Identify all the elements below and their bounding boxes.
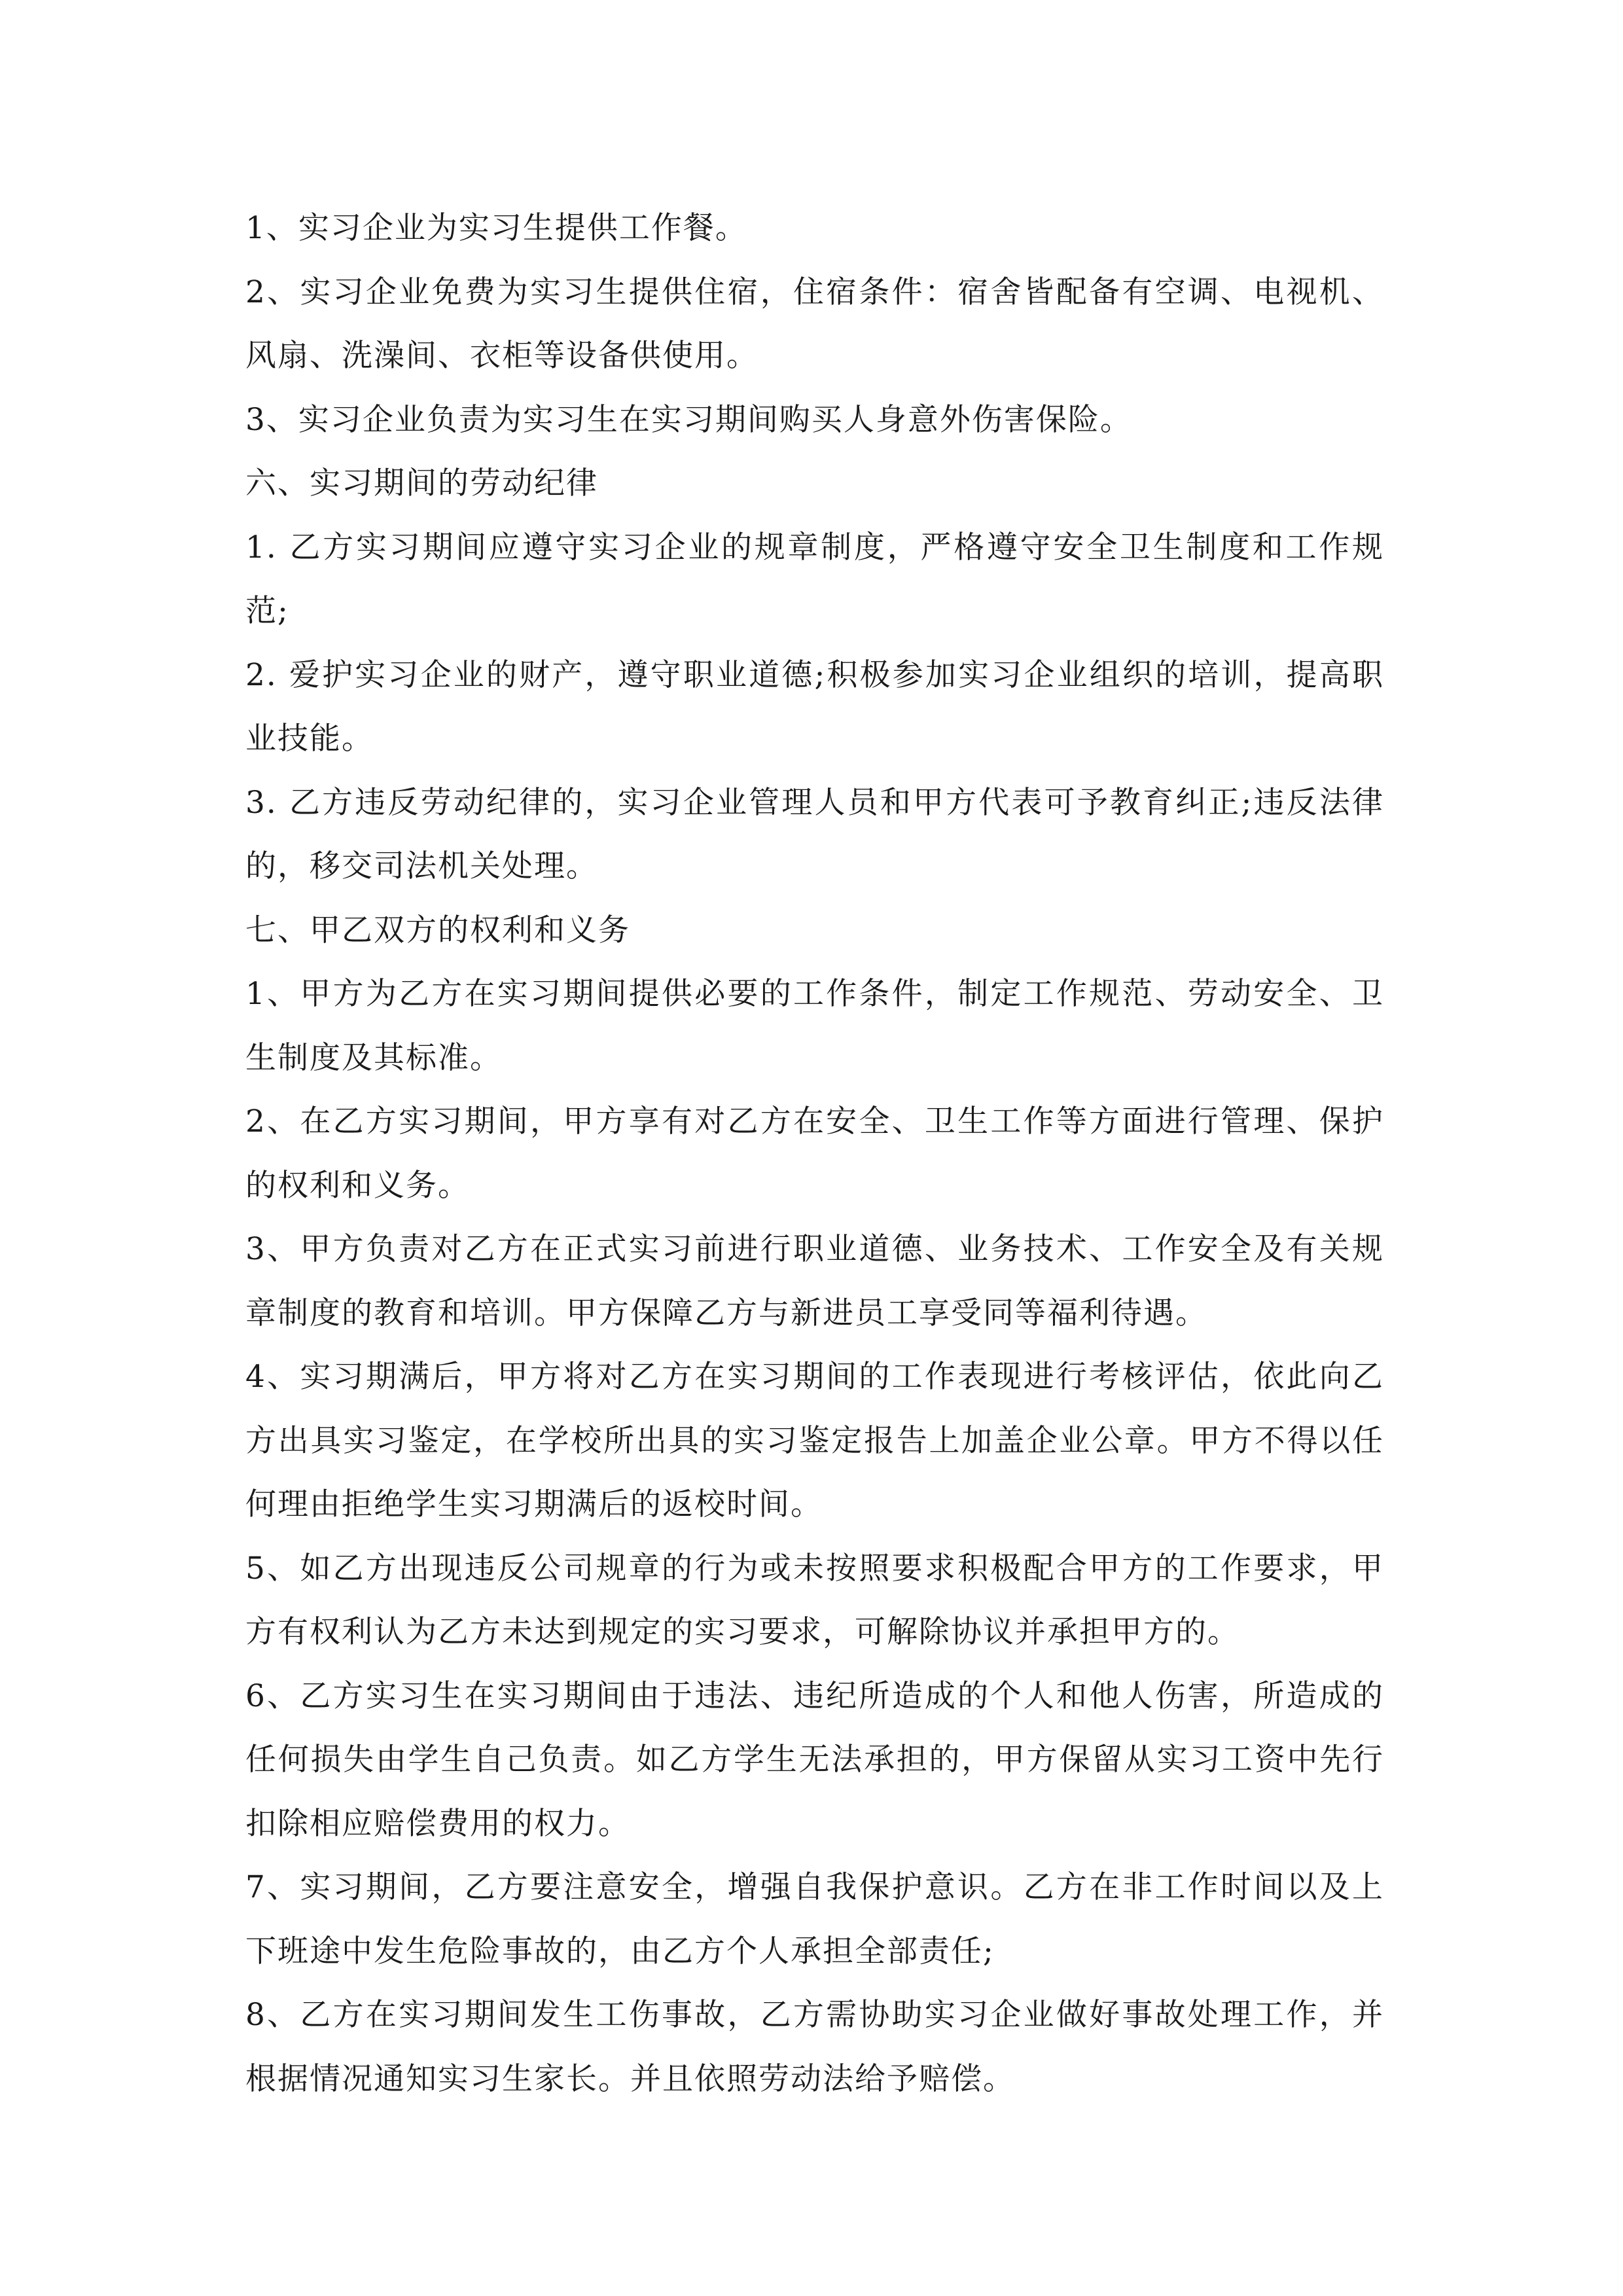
paragraph-discipline-1: 1. 乙方实习期间应遵守实习企业的规章制度，严格遵守安全卫生制度和工作规范; <box>245 529 1384 629</box>
paragraph-rights-4: 4、实习期满后，甲方将对乙方在实习期间的工作表现进行考核评估，依此向乙方出具实习鉴定，在学校所出具的实习鉴定报告上加盖企业公章。甲方不得以任何理由拒绝学生实习期满后的返校时间。 <box>245 1359 1384 1522</box>
paragraph-rights-6: 6、乙方实习生在实习期间由于违法、违纪所造成的个人和他人伤害，所造成的任何损失由学生自己负责。如乙方学生无法承担的，甲方保留从实习工资中先行扣除相应赔偿费用的权力。 <box>245 1677 1384 1842</box>
paragraph-rights-5: 5、如乙方出现违反公司规章的行为或未按照要求积极配合甲方的工作要求，甲方有权利认为乙方未达到规定的实习要求，可解除协议并承担甲方的。 <box>245 1550 1384 1650</box>
section-heading-rights-obligations: 七、甲乙双方的权利和义务 <box>245 912 630 948</box>
paragraph-rights-8: 8、乙方在实习期间发生工伤事故，乙方需协助实习企业做好事故处理工作，并根据情况通知实习生家长。并且依照劳动法给予赔偿。 <box>245 1997 1384 2097</box>
paragraph-insurance: 3、实习企业负责为实习生在实习期间购买人身意外伤害保险。 <box>245 401 1132 438</box>
section-heading-labor-discipline: 六、实习期间的劳动纪律 <box>245 465 598 501</box>
paragraph-meal: 1、实习企业为实习生提供工作餐。 <box>245 210 747 246</box>
paragraph-rights-1: 1、甲方为乙方在实习期间提供必要的工作条件，制定工作规范、劳动安全、卫生制度及其标准。 <box>245 976 1384 1076</box>
paragraph-rights-3: 3、甲方负责对乙方在正式实习前进行职业道德、业务技术、工作安全及有关规章制度的教育和培训。甲方保障乙方与新进员工享受同等福利待遇。 <box>245 1231 1384 1331</box>
paragraph-discipline-3: 3. 乙方违反劳动纪律的，实习企业管理人员和甲方代表可予教育纠正;违反法律的，移交司法机关处理。 <box>245 784 1384 884</box>
paragraph-discipline-2: 2. 爱护实习企业的财产，遵守职业道德;积极参加实习企业组织的培训，提高职业技能。 <box>245 656 1384 757</box>
document-body <box>245 196 1384 2111</box>
paragraph-accommodation: 2、实习企业免费为实习生提供住宿，住宿条件：宿舍皆配备有空调、电视机、风扇、洗澡间、衣柜等设备供使用。 <box>245 274 1384 374</box>
paragraph-rights-7: 7、实习期间，乙方要注意安全，增强自我保护意识。乙方在非工作时间以及上下班途中发生危险事故的，由乙方个人承担全部责任; <box>245 1869 1384 1969</box>
paragraph-rights-2: 2、在乙方实习期间，甲方享有对乙方在安全、卫生工作等方面进行管理、保护的权利和义务。 <box>245 1103 1384 1204</box>
